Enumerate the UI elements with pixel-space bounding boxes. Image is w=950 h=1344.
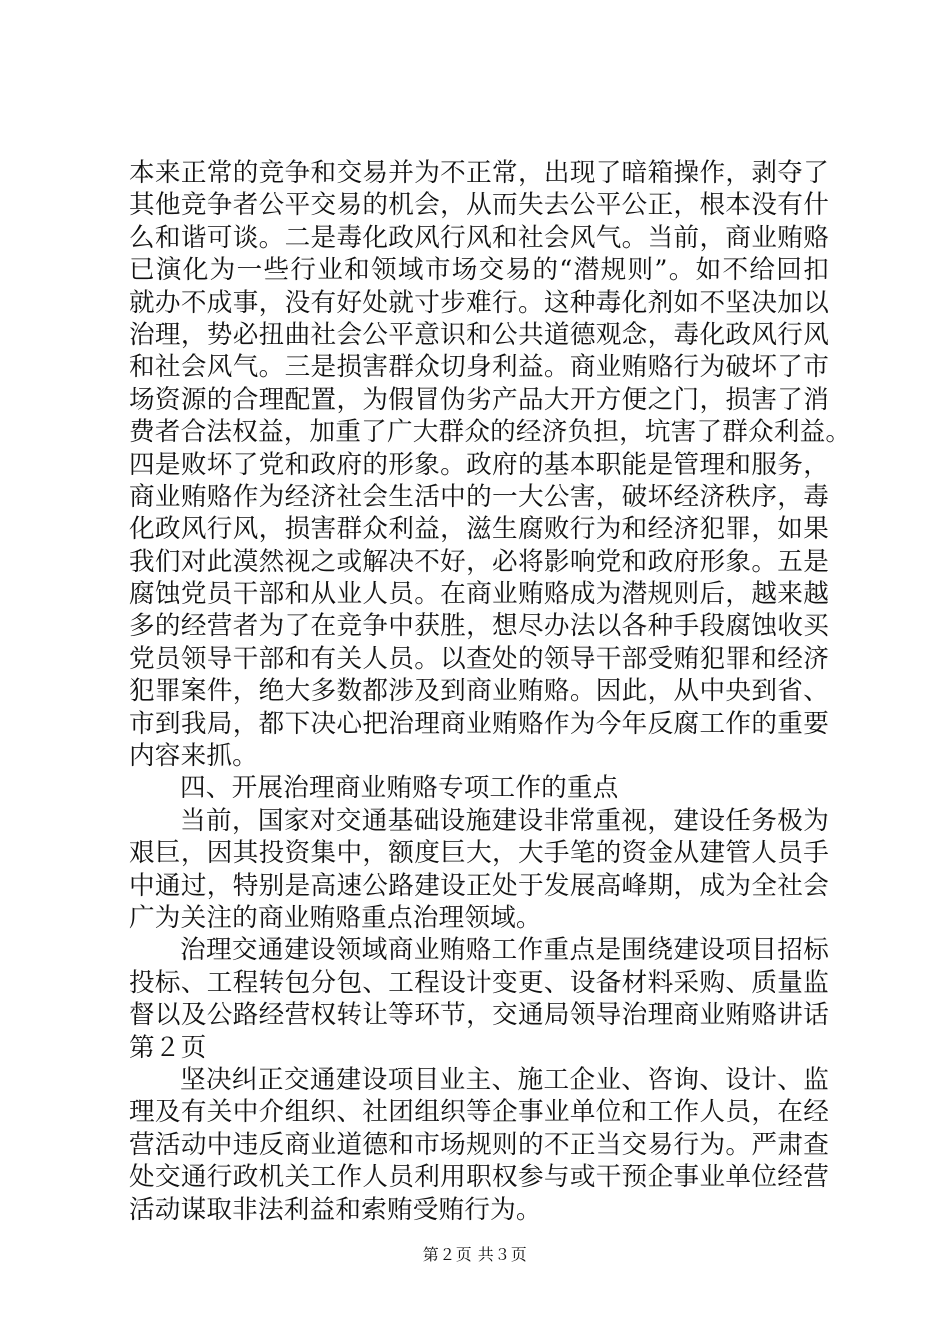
section-heading: 四、开展治理商业贿赂专项工作的重点 [180, 773, 619, 804]
text-line: 营活动中违反商业道德和市场规则的不正当交易行为。严肃查 [129, 1129, 829, 1160]
text-line: 当前，国家对交通基础设施建设非常重视，建设任务极为 [180, 805, 829, 836]
text-line: 犯罪案件，绝大多数都涉及到商业贿赂。因此，从中央到省、 [129, 676, 829, 707]
text-line: 腐蚀党员干部和从业人员。在商业贿赂成为潜规则后，越来越 [129, 579, 829, 610]
text-line: 中通过，特别是高速公路建设正处于发展高峰期，成为全社会 [129, 870, 829, 901]
text-line: 坚决纠正交通建设项目业主、施工企业、咨询、设计、监 [180, 1064, 829, 1095]
text-line: 费者合法权益，加重了广大群众的经济负担，坑害了群众利益。 [129, 417, 852, 448]
text-line: 么和谐可谈。二是毒化政风行风和社会风气。当前，商业贿赂 [129, 222, 829, 253]
text-line: 艰巨，因其投资集中，额度巨大，大手笔的资金从建管人员手 [129, 838, 829, 869]
page-footer [0, 1245, 950, 1265]
text-line: 化政风行风，损害群众利益，滋生腐败行为和经济犯罪，如果 [129, 514, 829, 545]
text-line: 四是败坏了党和政府的形象。政府的基本职能是管理和服务， [129, 449, 829, 480]
text-line: 本来正常的竞争和交易并为不正常，出现了暗箱操作，剥夺了 [129, 158, 829, 188]
page-marker-inline: 第２页 [129, 1032, 207, 1063]
document-body [129, 157, 852, 1226]
text-line: 理及有关中介组织、社团组织等企事业单位和工作人员，在经 [129, 1097, 829, 1128]
text-line: 督以及公路经营权转让等环节，交通局领导治理商业贿赂讲话 [129, 1000, 829, 1031]
text-line: 已演化为一些行业和领域市场交易的“潜规则”。如不给回扣 [129, 255, 829, 286]
text-line: 治理交通建设领域商业贿赂工作重点是围绕建设项目招标 [180, 935, 829, 966]
text-line: 场资源的合理配置，为假冒伪劣产品大开方便之门，损害了消 [129, 384, 829, 415]
text-line: 其他竞争者公平交易的机会，从而失去公平公正，根本没有什 [129, 190, 829, 221]
text-line: 我们对此漠然视之或解决不好，必将影响党和政府形象。五是 [129, 546, 829, 577]
text-line: 商业贿赂作为经济社会生活中的一大公害，破坏经济秩序，毒 [129, 481, 829, 512]
text-line: 市到我局，都下决心把治理商业贿赂作为今年反腐工作的重要 [129, 708, 829, 739]
text-line: 党员领导干部和有关人员。以查处的领导干部受贿犯罪和经济 [129, 643, 829, 674]
text-line: 治理，势必扭曲社会公平意识和公共道德观念，毒化政风行风 [129, 319, 829, 350]
text-line: 处交通行政机关工作人员利用职权参与或干预企事业单位经营 [129, 1162, 829, 1193]
text-line: 投标、工程转包分包、工程设计变更、设备材料采购、质量监 [129, 967, 829, 998]
page-indicator: 第２页 共３页 [422, 1245, 528, 1264]
text-line: 和社会风气。三是损害群众切身利益。商业贿赂行为破坏了市 [129, 352, 829, 383]
text-line: 广为关注的商业贿赂重点治理领域。 [129, 902, 542, 933]
text-line: 就办不成事，没有好处就寸步难行。这种毒化剂如不坚决加以 [129, 287, 829, 318]
text-line: 多的经营者为了在竞争中获胜，想尽办法以各种手段腐蚀收买 [129, 611, 829, 642]
text-line: 内容来抓。 [129, 741, 258, 772]
text-line: 活动谋取非法利益和索贿受贿行为。 [129, 1194, 542, 1225]
